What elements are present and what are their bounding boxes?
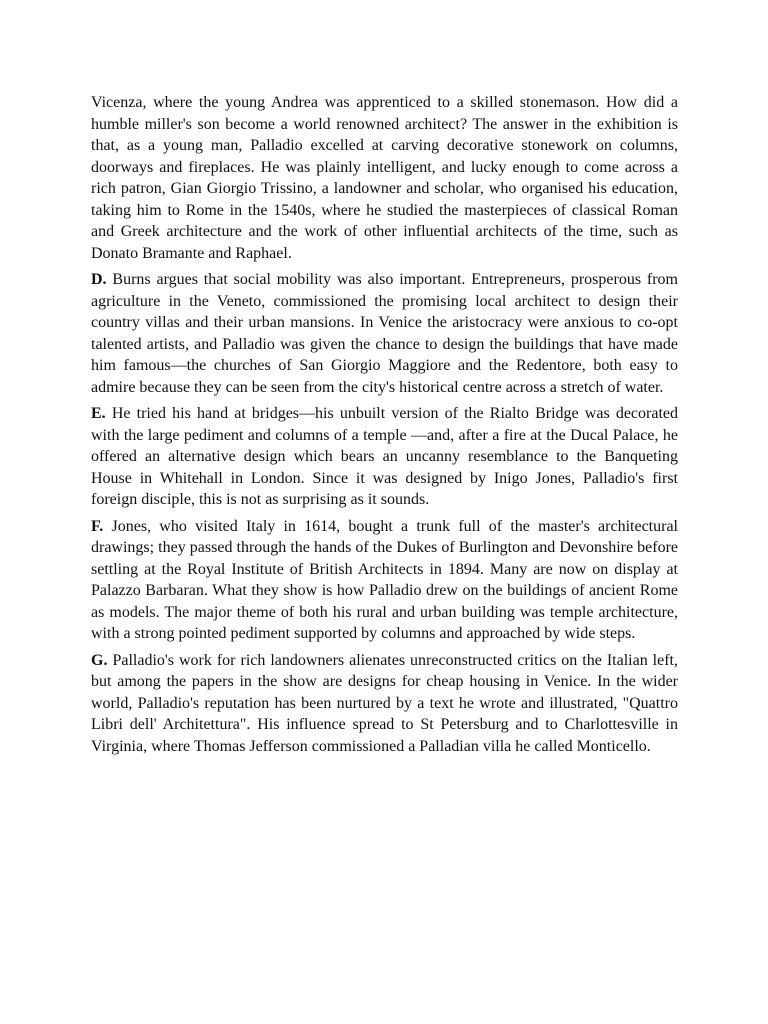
paragraph-text: Burns argues that social mobility was also important. Entrepreneurs, prosperous from agriculture in the Veneto, commissioned the promising local architect to design their country villas and their urban mansions. In Venice the aristocracy were anxious to co-opt talented artists, and Palladio was given the chance to design the buildings that have made him famous—the churches of San Giorgio Maggiore and the Redentore, both easy to admire because they can be seen from the city's historical centre across a stretch of water.	[91, 271, 678, 396]
paragraph-d	[91, 269, 678, 398]
paragraph-text: Vicenza, where the young Andrea was apprenticed to a skilled stonemason. How did a humble miller's son become a world renowned architect? The answer in the exhibition is that, as a young man, Palladio excelled at carving decorative stonework on columns, doorways and fireplaces. He was plainly intelligent, and lucky enough to come across a rich patron, Gian Giorgio Trissino, a landowner and scholar, who organised his education, taking him to Rome in the 1540s, where he studied the masterpieces of classical Roman and Greek architecture and the work of other influential architects of the time, such as Donato Bramante and Raphael.	[91, 94, 678, 262]
paragraph-text: Palladio's work for rich landowners alienates unreconstructed critics on the Italian left, but among the papers in the show are designs for cheap housing in Venice. In the wider world, Palladio's reputation has been nurtured by a text he wrote and illustrated, "Quattro Libri dell' Architettura". His influence spread to St Petersburg and to Charlottesville in Virginia, where Thomas Jefferson commissioned a Palladian villa he called Monticello.	[91, 651, 679, 755]
paragraph-e	[91, 403, 678, 511]
paragraph-label: D.	[91, 271, 107, 288]
paragraph-f	[91, 516, 678, 645]
paragraph-label: F.	[91, 517, 104, 535]
paragraph-label: G.	[91, 651, 108, 669]
paragraph-g	[91, 650, 678, 758]
document-page	[91, 92, 678, 762]
paragraph-c-continued	[91, 92, 678, 264]
paragraph-text: Jones, who visited Italy in 1614, bought a trunk full of the master's architectural drawings; they passed through the hands of the Dukes of Burlington and Devonshire before settling at the Royal Institute of British Architects in 1894. Many are now on display at Palazzo Barbaran. What they show is how Palladio drew on the buildings of ancient Rome as models. The major theme of both his rural and urban building was temple architecture, with a strong pointed pediment supported by columns and approached by wide steps.	[91, 517, 679, 642]
paragraph-text: He tried his hand at bridges—his unbuilt version of the Rialto Bridge was decorated with the large pediment and columns of a temple —and, after a fire at the Ducal Palace, he offered an alternative design which bears an uncanny resemblance to the Banqueting House in Whitehall in London. Since it was designed by Inigo Jones, Palladio's first foreign disciple, this is not as surprising as it sounds.	[91, 405, 679, 508]
paragraph-label: E.	[91, 405, 106, 422]
